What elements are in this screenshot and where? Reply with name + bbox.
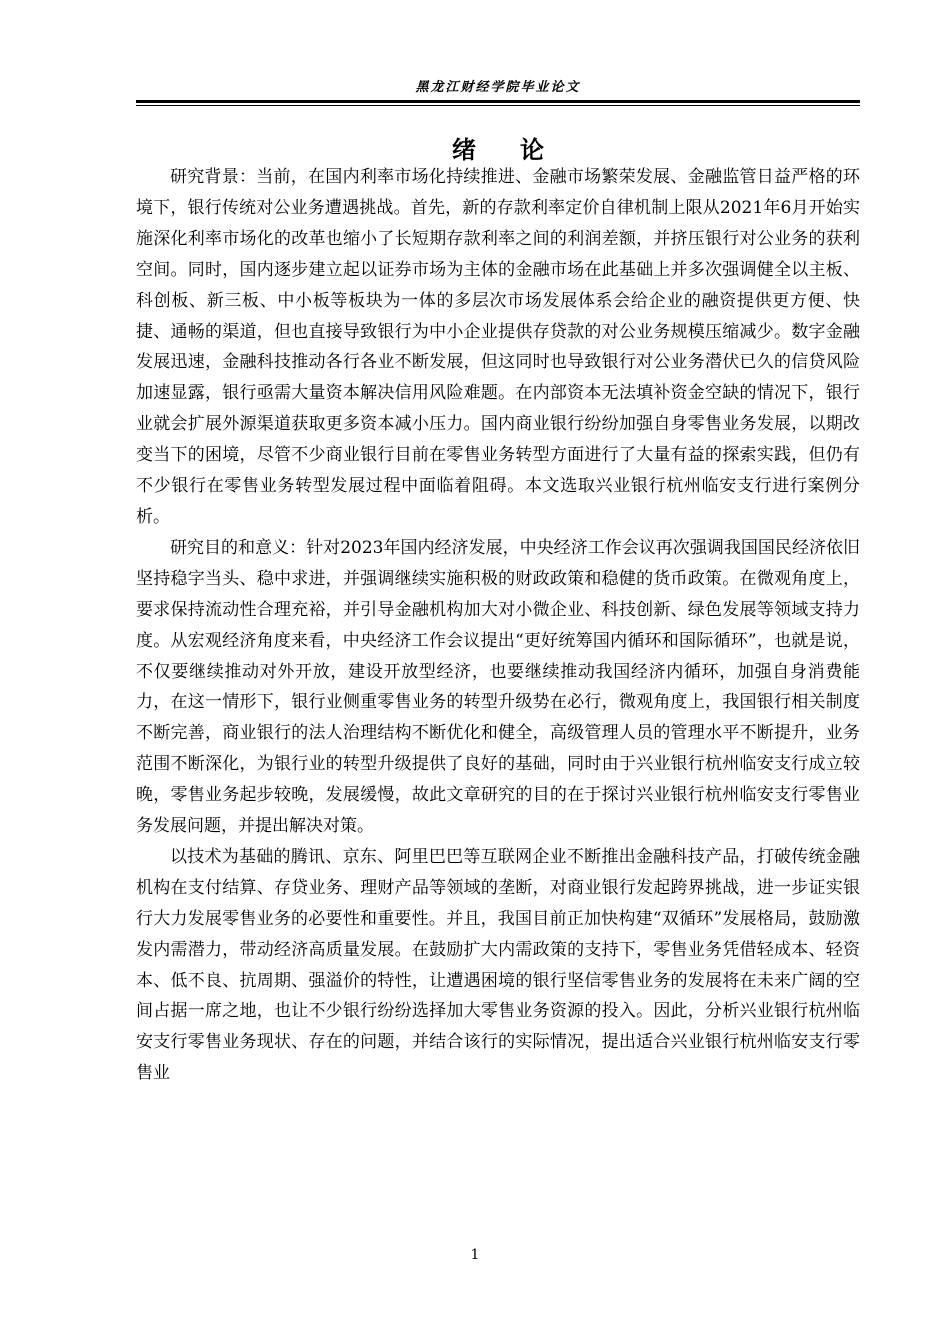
paragraph-purpose: 研究目的和意义：针对2023年国内经济发展，中央经济工作会议再次强调我国国民经济依旧坚持稳字当头、稳中求进，并强调继续实施积极的财政政策和稳健的货币政策。在微观角度上，要求保持流动性合理充裕，并引导金融机构加大对小微企业、科技创新、绿色发展等领域支持力度。从宏观经济角度来看，中央经济工作会议提出“更好统筹国内循环和国际循环”，也就是说，不仅要继续推动对外开放，建设开放型经济，也要继续推动我国经济内循环，加强自身消费能力，在这一情形下，银行业侧重零售业务的转型升级势在必行，微观角度上，我国银行相关制度不断完善，商业银行的法人治理结构不断优化和健全，高级管理人员的管理水平不断提升，业务范围不断深化，为银行业的转型升级提供了良好的基础，同时由于兴业银行杭州临安支行成立较晚，零售业务起步较晚，发展缓慢，故此文章研究的目的在于探讨兴业银行杭州临安支行零售业务发展问题，并提出解决对策。 <box>136 537 860 837</box>
page-number: 1 <box>470 1247 480 1263</box>
chapter-title-char-1: 绪 <box>452 136 476 164</box>
header-rule-thick <box>136 100 860 103</box>
chapter-title-char-2: 论 <box>520 136 544 164</box>
paragraph-background: 研究背景：当前，在国内利率市场化持续推进、金融市场繁荣发展、金融监管日益严格的环境下，银行传统对公业务遭遇挑战。首先，新的存款利率定价自律机制上限从2021年6月开始实施深化利率市场化的改革也缩小了长短期存款利率之间的利润差额，并挤压银行对公业务的获利空间。同时，国内逐步建立起以证券市场为主体的金融市场在此基础上并多次强调健全以主板、科创板、新三板、中小板等板块为一体的多层次市场发展体系会给企业的融资提供更方便、快捷、通畅的渠道，但也直接导致银行为中小企业提供存贷款的对公业务规模压缩减少。数字金融发展迅速，金融科技推动各行各业不断发展，但这同时也导致银行对公业务潜伏已久的信贷风险加速显露，银行亟需大量资本解决信用风险难题。在内部资本无法填补资金空缺的情况下，银行业就会扩展外源渠道获取更多资本减小压力。国内商业银行纷纷加强自身零售业务发展，以期改变当下的困境，尽管不少商业银行目前在零售业务转型方面进行了大量有益的探索实践，但仍有不少银行在零售业务转型发展过程中面临着阻碍。本文选取兴业银行杭州临安支行进行案例分析。 <box>136 167 860 527</box>
body-text <box>136 162 860 1089</box>
paragraph-fintech: 以技术为基础的腾讯、京东、阿里巴巴等互联网企业不断推出金融科技产品，打破传统金融机构在支付结算、存贷业务、理财产品等领域的垄断，对商业银行发起跨界挑战，进一步证实银行大力发展零售业务的必要性和重要性。并且，我国目前正加快构建“双循环”发展格局，鼓励激发内需潜力，带动经济高质量发展。在鼓励扩大内需政策的支持下，零售业务凭借轻成本、轻资本、低不良、抗周期、强溢价的特性，让遭遇困境的银行坚信零售业务的发展将在未来广阔的空间占据一席之地，也让不少银行纷纷选择加大零售业务资源的投入。因此，分析兴业银行杭州临安支行零售业务现状、存在的问题，并结合该行的实际情况，提出适合兴业银行杭州临安支行零售业 <box>136 846 860 1084</box>
header-rule-thin <box>136 105 860 106</box>
running-header: 黑龙江财经学院毕业论文 <box>415 80 581 95</box>
